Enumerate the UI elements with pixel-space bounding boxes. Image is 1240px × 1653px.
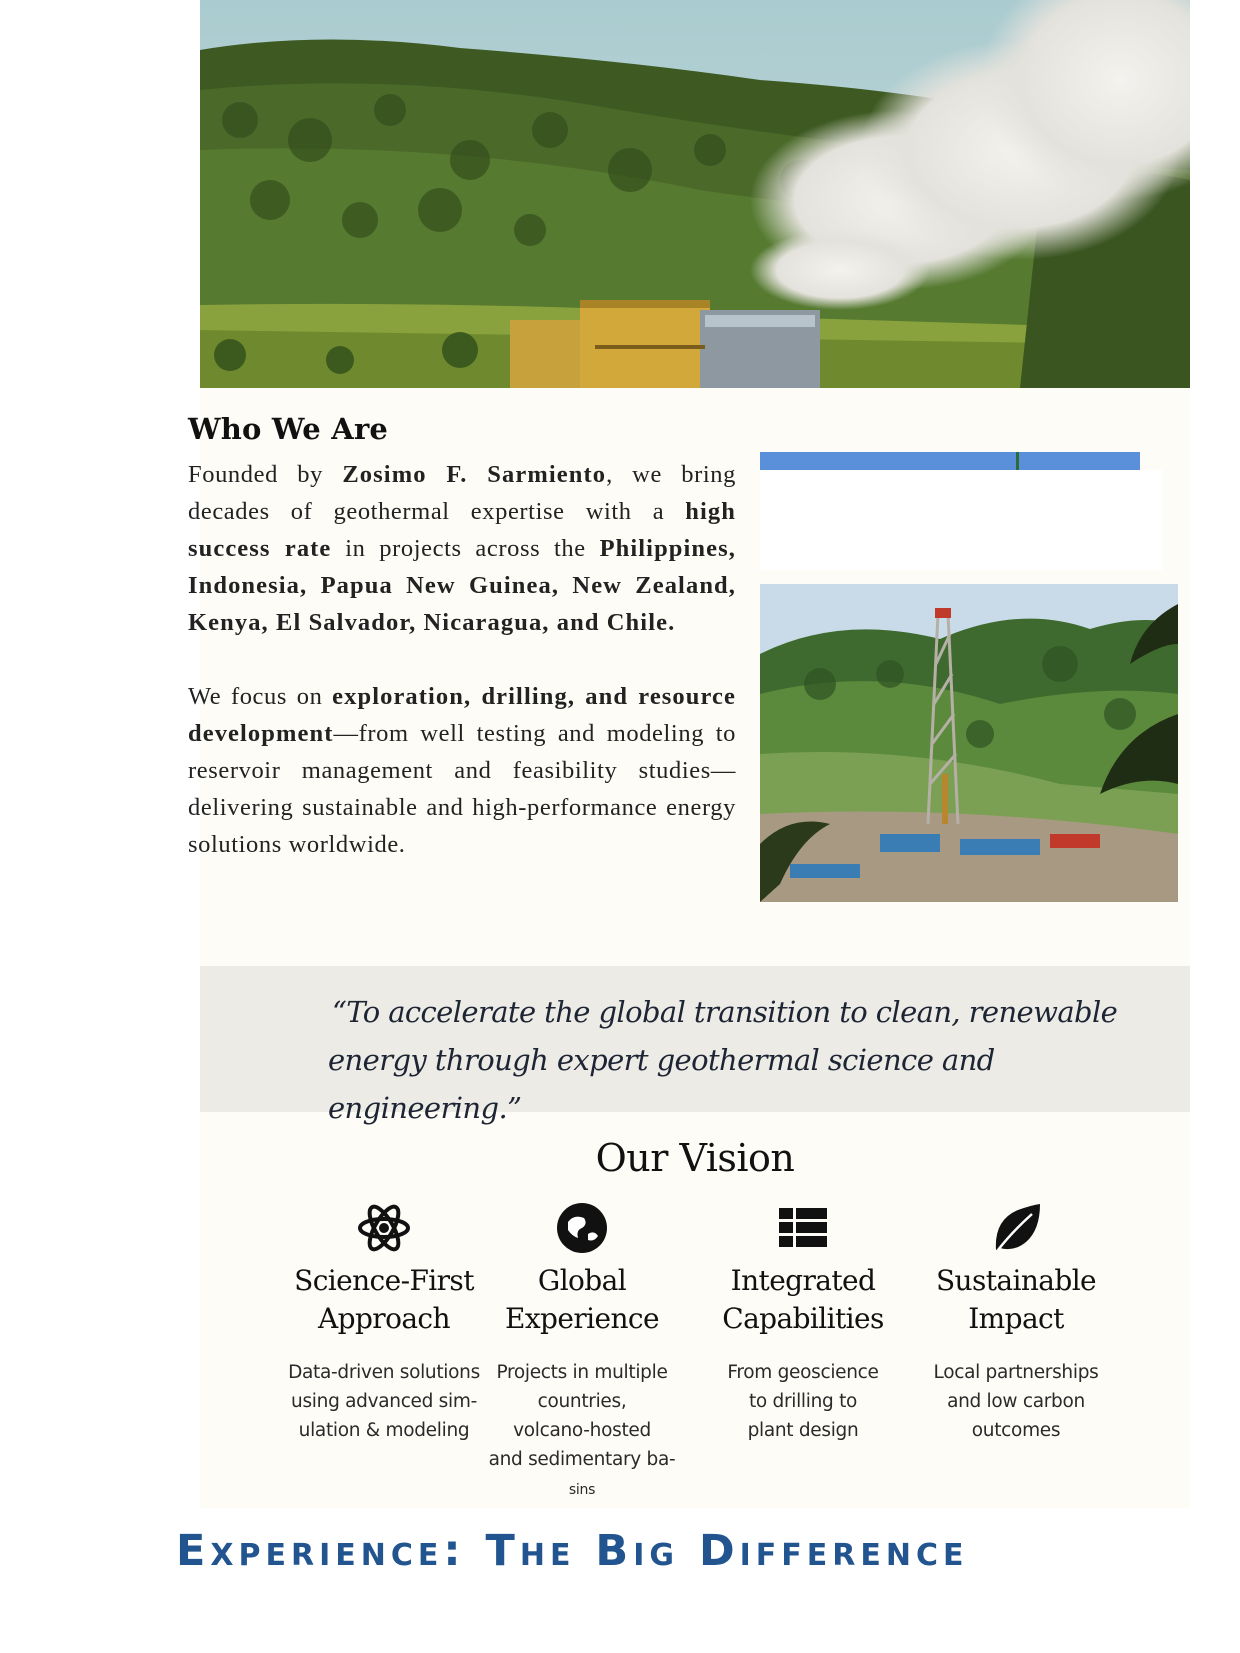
experience-heading: Experience: The Big Difference: [176, 1526, 969, 1576]
desc-line: volcano-hosted: [513, 1420, 651, 1441]
p1-intro: Founded by: [188, 461, 343, 488]
image-placeholder: [760, 470, 1162, 570]
p2-intro: We focus on: [188, 683, 333, 710]
focus-areas: exploration, drilling, and resource development: [188, 683, 736, 747]
globe-icon: [482, 1200, 682, 1256]
vision-item-sustainable-impact: [916, 1200, 1116, 1445]
vision-heading-line-1: Sustainable: [935, 1264, 1097, 1297]
vision-description: [916, 1358, 1116, 1445]
desc-line: Data-driven solutions: [288, 1362, 480, 1383]
desc-line: Projects in multiple: [496, 1362, 668, 1383]
drilling-rig-image: [760, 584, 1178, 902]
vision-description: [284, 1358, 484, 1445]
country-list: Philippines, Indonesia, Papua New Guinea, New Zealand, Kenya, El Salvador, Nicaragua, and Chile.: [188, 535, 736, 636]
vision-heading-line-2: Impact: [968, 1302, 1064, 1335]
who-we-are-body: [188, 456, 736, 900]
grid-icon: [703, 1200, 903, 1256]
mission-quote: [328, 988, 1132, 1132]
vision-item-integrated-capabilities: [703, 1200, 903, 1445]
vision-item-global-experience: [482, 1200, 682, 1505]
our-vision-heading: Our Vision: [595, 1136, 795, 1180]
who-we-are-heading: Who We Are: [188, 412, 389, 446]
p2-rest: —from well testing and modeling to reservoir management and feasibility studies—delivering sustainable and high-performance energy solutions worldwide.: [188, 720, 736, 858]
quote-line-2: energy through expert geothermal science and engineering.”: [328, 1043, 995, 1125]
vision-item-science-first: [284, 1200, 484, 1445]
atom-icon: [284, 1200, 484, 1256]
desc-line: and low carbon: [947, 1391, 1085, 1412]
desc-line: Local partnerships: [933, 1362, 1099, 1383]
desc-line: plant design: [747, 1420, 859, 1441]
vision-heading-line-2: Approach: [318, 1302, 450, 1335]
vision-description: [482, 1358, 682, 1505]
quote-line-1: “To accelerate the global transition to clean, renewable: [332, 995, 1118, 1029]
vision-heading-line-1: Integrated: [730, 1264, 876, 1297]
hero-geothermal-plant-image: [200, 0, 1190, 388]
desc-line: ulation & modeling: [298, 1420, 470, 1441]
p1-mid: , we bring decades of geothermal expertise with a: [188, 461, 736, 525]
success-rate: high success rate: [188, 498, 736, 562]
vision-heading-line-2: Capabilities: [722, 1302, 884, 1335]
desc-line: outcomes: [971, 1420, 1061, 1441]
who-we-are-paragraph-1: [188, 456, 736, 641]
vision-heading-line-1: Global: [537, 1264, 627, 1297]
desc-line: From geoscience: [727, 1362, 879, 1383]
desc-line: sins: [568, 1482, 596, 1498]
desc-line: countries,: [537, 1391, 627, 1412]
who-we-are-paragraph-2: [188, 678, 736, 863]
leaf-icon: [916, 1200, 1116, 1256]
p1-mid2: in projects across the: [331, 535, 600, 562]
vision-heading-line-1: Science-First: [294, 1264, 474, 1297]
desc-line: and sedimentary ba-: [488, 1449, 676, 1470]
vision-description: [703, 1358, 903, 1445]
vision-heading-line-2: Experience: [505, 1302, 659, 1335]
desc-line: using advanced sim-: [291, 1391, 477, 1412]
image-fragment-strip: [760, 452, 1140, 470]
founder-name: Zosimo F. Sarmiento: [342, 461, 607, 488]
desc-line: to drilling to: [748, 1391, 858, 1412]
